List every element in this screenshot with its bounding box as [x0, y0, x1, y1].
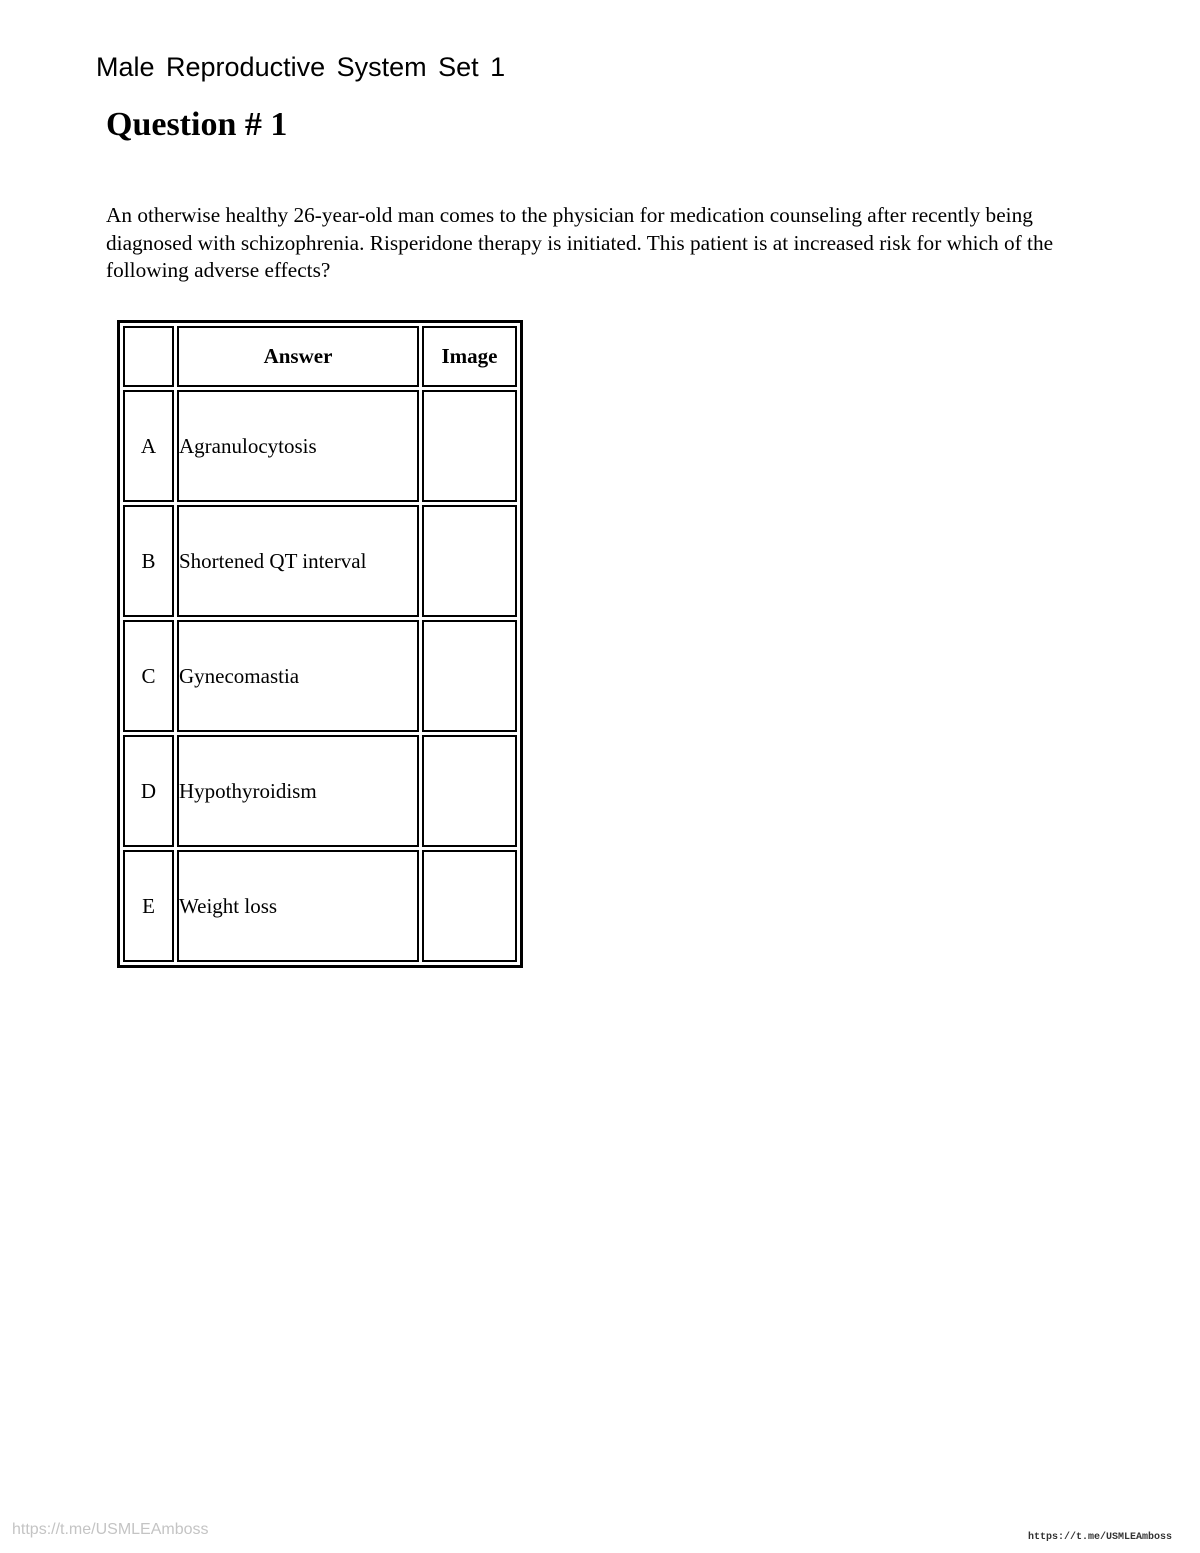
- option-image: [422, 620, 517, 732]
- header-letter: [123, 326, 174, 387]
- table-row: [123, 735, 517, 847]
- header-answer: Answer: [177, 326, 419, 387]
- option-answer: Hypothyroidism: [177, 735, 419, 847]
- option-answer: Weight loss: [177, 850, 419, 962]
- table-row: [123, 620, 517, 732]
- option-answer: Agranulocytosis: [177, 390, 419, 502]
- table-row: [123, 505, 517, 617]
- table-header-row: [123, 326, 517, 387]
- option-letter: B: [123, 505, 174, 617]
- option-letter: E: [123, 850, 174, 962]
- answer-table: [117, 320, 523, 968]
- option-image: [422, 735, 517, 847]
- option-letter: D: [123, 735, 174, 847]
- table-row: [123, 850, 517, 962]
- set-title: Male Reproductive System Set 1: [96, 52, 506, 82]
- option-letter: C: [123, 620, 174, 732]
- header-image: Image: [422, 326, 517, 387]
- question-stem: An otherwise healthy 26-year-old man comes to the physician for medication counseling after recently being diagnosed with schizophrenia. Risperidone therapy is initiated. This patient is at increased risk for which of the following adverse effects?: [106, 203, 1054, 282]
- option-answer: Shortened QT interval: [177, 505, 419, 617]
- option-image: [422, 850, 517, 962]
- option-image: [422, 390, 517, 502]
- option-letter: A: [123, 390, 174, 502]
- table-row: [123, 390, 517, 502]
- option-answer: Gynecomastia: [177, 620, 419, 732]
- footer-watermark-left: https://t.me/USMLEAmboss: [12, 1521, 209, 1538]
- question-heading: Question # 1: [106, 106, 288, 143]
- option-image: [422, 505, 517, 617]
- footer-watermark-right: https://t.me/USMLEAmboss: [1027, 1532, 1172, 1543]
